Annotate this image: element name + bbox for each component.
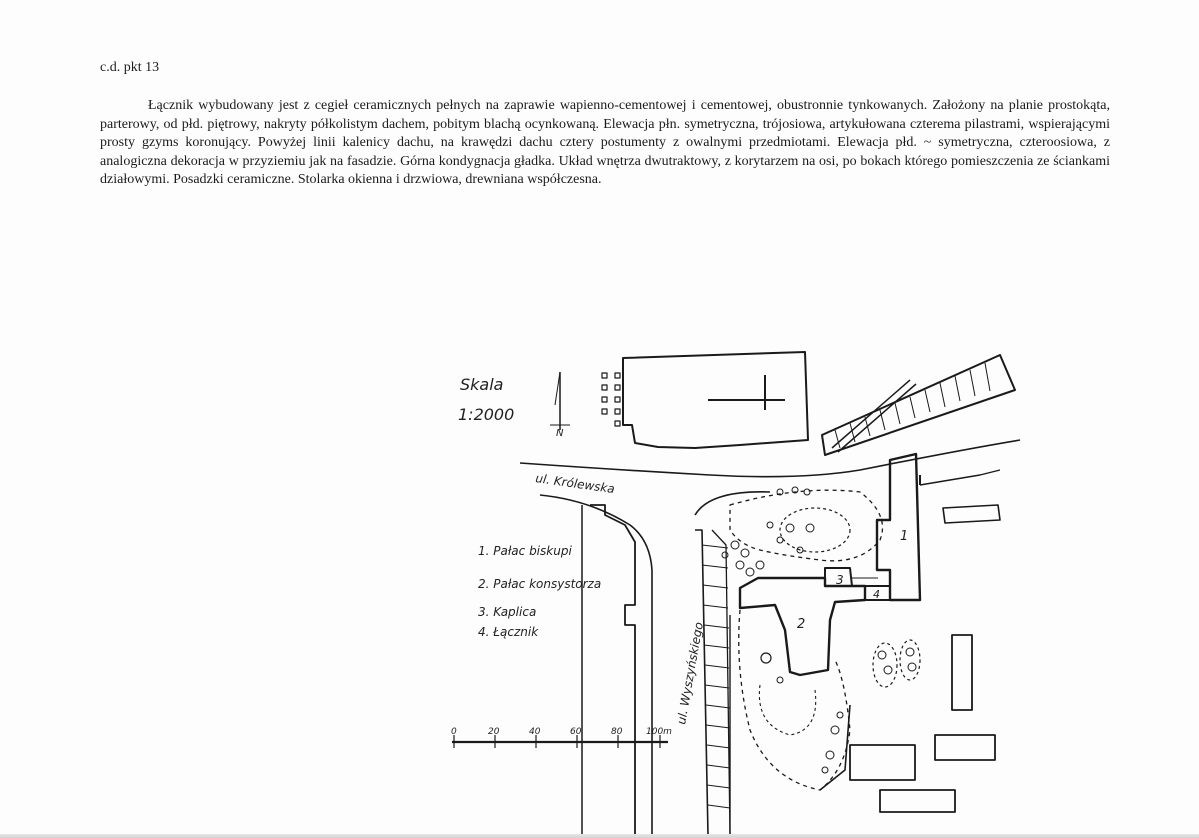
scale-title: Skala <box>460 375 504 394</box>
scale-ratio: 1:2000 <box>458 405 515 424</box>
legend-item-1: 1. Pałac biskupi <box>478 544 572 558</box>
south-building-2 <box>935 735 995 760</box>
building-number-3: 3 <box>836 573 844 587</box>
page-bottom-edge <box>0 834 1199 838</box>
legend-item-3: 3. Kaplica <box>478 605 537 619</box>
legend-item-2: 2. Pałac konsystorza <box>478 577 602 591</box>
page-heading: c.d. pkt 13 <box>100 60 160 75</box>
scale-tick-80: 80 <box>611 727 623 737</box>
description-paragraph: Łącznik wybudowany jest z cegieł ceramicznych pełnych na zaprawie wapienno-cementowej i cementowej, obustronnie tynkowanych. Założony na planie prostokąta, parterowy, od płd. piętrowy, nakryty półkolistym dachem, pobitym blachą ocynkowaną. Elewacja płn. symetryczna, trójosiowa, artykułowana czterema pilastrami, wspierającymi prosty gzyms koronujący. Powyżej linii kalenicy dachu, na krawędzi dachu cztery postumenty z owalnymi przedmiotami. Elewacja płd. ~ symetryczna, czteroosiowa, z analogiczna dekoracja w przyziemiu jak na fasadzie. Górna kondygnacja gładka. Układ wnętrza dwutraktowy, z korytarzem na osi, po bokach którego pomieszczenia ze ściankami działowymi. Posadzki ceramiczne. Stolarka okienna i drzwiowa, drewniana współczesna. <box>100 98 1110 187</box>
south-building-1 <box>850 745 915 780</box>
east-building-long <box>952 635 972 710</box>
street-wyszynskiego-label: ul. Wyszyńskiego <box>674 620 706 726</box>
building-number-4: 4 <box>873 588 880 601</box>
street-krolewska-label: ul. Królewska <box>534 471 616 497</box>
street-wyszynskiego-edge <box>695 530 708 835</box>
building-number-2: 2 <box>797 617 806 632</box>
garden-north <box>730 490 883 561</box>
building-number-1: 1 <box>900 529 909 544</box>
legend-item-4: 4. Łącznik <box>478 625 539 639</box>
south-building-3 <box>880 790 955 812</box>
north-label: N <box>556 428 564 439</box>
west-building <box>590 505 635 835</box>
street-krolewska-edge <box>520 440 1020 477</box>
scale-tick-20: 20 <box>488 727 500 737</box>
scale-tick-60: 60 <box>570 727 582 737</box>
scale-tick-0: 0 <box>451 727 457 737</box>
scale-tick-100m: 100m <box>646 727 672 737</box>
site-plan-map <box>440 330 1040 835</box>
garden-south <box>739 610 850 790</box>
scale-tick-40: 40 <box>529 727 541 737</box>
tree-symbols <box>722 487 916 773</box>
building-1-palac-biskupi <box>877 454 920 600</box>
